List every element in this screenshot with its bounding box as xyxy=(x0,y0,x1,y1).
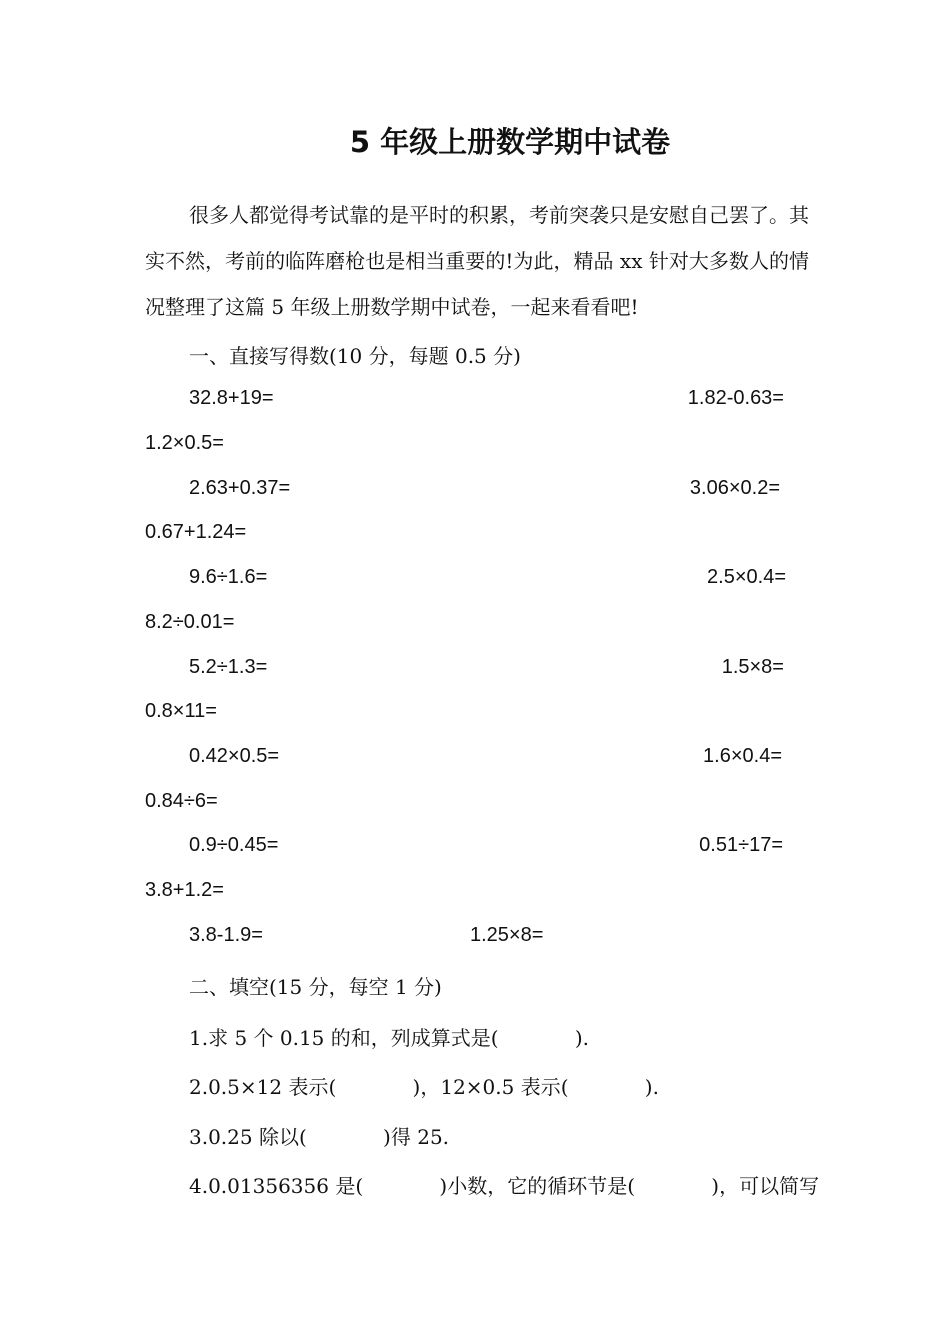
calc-right: 1.82-0.63= xyxy=(687,387,784,409)
fill-item: 3.0.25 除以( )得 25. xyxy=(189,1125,450,1149)
calc-right: 0.51÷17= xyxy=(699,834,783,856)
calc-left: 2.63+0.37= xyxy=(189,477,291,499)
calc-next: 0.67+1.24= xyxy=(145,521,247,543)
calc-left: 0.9÷0.45= xyxy=(189,834,279,856)
calc-right: 1.6×0.4= xyxy=(703,745,782,767)
fill-item: 1.求 5 个 0.15 的和，列成算式是( ). xyxy=(189,1026,590,1050)
calc-next: 0.8×11= xyxy=(145,700,217,722)
calc-next: 1.2×0.5= xyxy=(145,432,224,454)
calc-mid: 1.25×8= xyxy=(470,924,544,946)
fill-item: 2.0.5×12 表示( )，12×0.5 表示( ). xyxy=(189,1075,659,1099)
calc-right: 2.5×0.4= xyxy=(707,566,786,588)
calc-next: 0.84÷6= xyxy=(145,790,218,812)
document-title: 5 年级上册数学期中试卷 xyxy=(349,125,671,159)
calc-right: 1.5×8= xyxy=(721,656,784,678)
fill-item: 4.0.01356356 是( )小数，它的循环节是( )，可以简写 xyxy=(189,1174,820,1198)
calc-next: 8.2÷0.01= xyxy=(145,611,235,633)
section1-heading: 一、直接写得数(10 分，每题 0.5 分) xyxy=(189,344,521,368)
calc-right: 3.06×0.2= xyxy=(689,477,780,499)
calc-left: 3.8-1.9= xyxy=(189,924,263,946)
calc-next: 3.8+1.2= xyxy=(145,879,224,901)
section2-heading: 二、填空(15 分，每空 1 分) xyxy=(189,975,442,999)
calc-left: 9.6÷1.6= xyxy=(189,566,268,588)
calc-left: 5.2÷1.3= xyxy=(189,656,268,678)
calc-left: 32.8+19= xyxy=(189,387,274,409)
intro-paragraph: 很多人都觉得考试靠的是平时的积累，考前突袭只是安慰自己罢了。其实不然，考前的临阵磨枪也是相当重要的!为此，精品 xx 针对大多数人的情况整理了这篇 5 年级上册数学期中试卷，一起来看看吧! xyxy=(145,203,809,319)
calc-left: 0.42×0.5= xyxy=(189,745,280,767)
